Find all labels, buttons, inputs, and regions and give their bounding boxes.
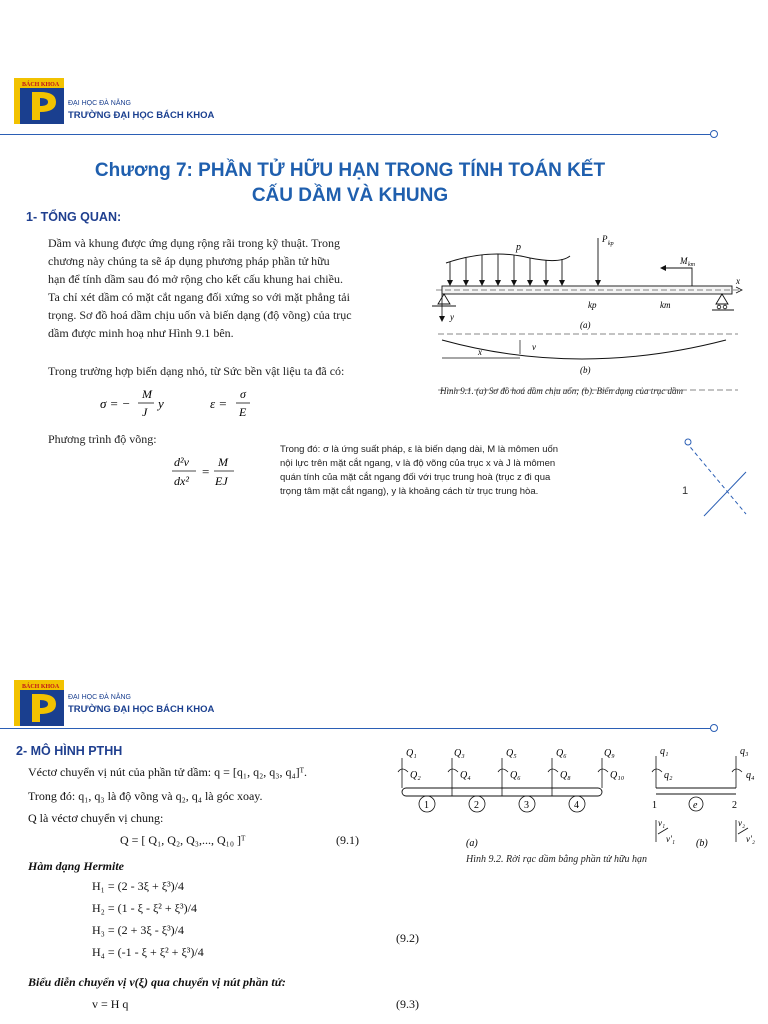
intro-line: dầm được minh hoạ như Hình 9.1 bên. [48,326,234,340]
hermite-h3: H₃ = (2 + 3ξ - ξ³)/4 [92,923,185,937]
chapter-title-line-1: Chương 7: PHẦN TỬ HỮU HẠN TRONG TÍNH TOÁN KẾT [94,160,606,181]
svg-text:M: M [142,387,152,401]
svg-text:M: M [218,455,228,469]
nodal-vector-line: Véctơ chuyển vị nút của phần tử dầm: q = [q₁, q₂, q₃, q₄]ᵀ. [28,765,307,779]
svg-text:q₃: q₃ [740,746,749,757]
equation-9-1: Q = [ Q₁, Q₂, Q₃,..., Q₁₀ ]ᵀ [120,833,246,847]
hermite-h1: H₁ = (2 - 3ξ + ξ³)/4 [92,879,185,893]
intro-paragraph [48,234,410,342]
intro-line: Dầm và khung được ứng dụng rộng rãi trong kỹ thuật. Trong [48,236,340,250]
svg-text:2: 2 [474,800,479,811]
university-parent: ĐẠI HỌC ĐÀ NẴNG [68,100,132,107]
svg-text:v: v [532,342,536,352]
svg-text:BÁCH KHOA: BÁCH KHOA [22,684,60,690]
displacement-heading: Biểu diễn chuyển vị v(ξ) qua chuyển vị nút phần tử: [28,975,286,989]
header-rule [0,728,714,729]
intro-line: Ta chỉ xét dầm có mặt cắt ngang đối xứng so với mặt phẳng tải [48,290,350,304]
hermite-h2: H₂ = (1 - ξ - ξ² + ξ³)/4 [92,901,197,915]
svg-text:v₁: v₁ [658,818,666,828]
svg-text:v₂: v₂ [738,818,746,828]
svg-text:EJ: EJ [215,474,228,488]
svg-text:1: 1 [424,800,429,811]
svg-text:(a): (a) [466,838,478,849]
nodal-meaning-line: Trong đó: q₁, q₃ là độ võng và q₂, q₄ là góc xoay. [28,789,263,803]
svg-text:q₁: q₁ [660,746,669,757]
svg-text:Q₆: Q₆ [510,770,521,781]
svg-text:1: 1 [652,800,657,811]
page-number: 1 [682,485,689,497]
figure-9-1-caption: Hình 9.1. (a) Sơ đồ hoá dầm chịu uốn; (b). Biến dạng của trục dầm [440,386,684,396]
svg-text:d²v: d²v [174,455,189,469]
deflection-equation [170,450,260,494]
svg-text:kp: kp [608,241,614,247]
svg-text:Q₆: Q₆ [556,748,567,759]
university-parent: ĐẠI HỌC ĐÀ NẴNG [68,694,132,701]
svg-text:Q₃: Q₃ [454,748,465,759]
university-logo-icon [14,680,64,726]
deflection-heading: Phương trình độ võng: [48,432,157,446]
svg-text:e: e [693,800,698,811]
explain-line: trọng tâm mặt cắt ngang), y là khoảng cách từ trục trung hòa. [280,486,539,497]
explain-line: nội lực trên mặt cắt ngang, v là độ võng của trục x và J là mômen [280,458,556,469]
equation-9-2-number: (9.2) [396,931,419,945]
svg-text:p: p [516,242,521,253]
chapter-title-line-2: CẤU DẦM VÀ KHUNG [251,185,449,206]
slide-2 [0,670,768,1024]
svg-text:σ = −: σ = − [100,396,131,411]
svg-text:BÁCH KHOA: BÁCH KHOA [22,82,60,88]
figure-9-1-beam-diagram [430,228,750,398]
svg-text:km: km [688,262,695,268]
svg-text:=: = [202,464,210,479]
university-logo-icon [14,78,64,124]
svg-text:σ: σ [240,387,246,401]
svg-text:M: M [680,256,688,266]
decorative-corner-lines [682,438,752,518]
svg-text:v'₂: v'₂ [746,834,756,844]
svg-text:kp: kp [588,300,597,310]
explain-line: quán tính của mặt cắt ngang đối với trục trung hoà (trục z đi qua [280,472,551,483]
global-vector-line: Q là véctơ chuyển vị chung: [28,811,164,825]
svg-text:3: 3 [524,800,529,811]
svg-text:(b): (b) [580,365,591,375]
university-name: TRƯỜNG ĐẠI HỌC BÁCH KHOA [68,704,215,715]
svg-text:km: km [660,300,671,310]
section-heading-fem-model: 2- MÔ HÌNH PTHH [16,744,123,758]
equation-9-3-number: (9.3) [396,997,419,1011]
svg-text:J: J [142,405,148,419]
svg-text:q₄: q₄ [746,770,755,781]
small-strain-text: Trong trường hợp biến dạng nhỏ, từ Sức bền vật liệu ta đã có: [48,364,345,378]
figure-9-2-fem-discretization [396,742,766,852]
hermite-heading: Hàm dạng Hermite [28,859,124,873]
svg-text:Q₁: Q₁ [406,748,417,759]
svg-text:Q₂: Q₂ [410,770,421,781]
slide-1 [0,60,768,580]
header-rule [0,134,714,135]
header-rule-dot [710,130,718,138]
svg-text:Q₄: Q₄ [460,770,471,781]
svg-text:E: E [239,405,247,419]
equation-9-1-number: (9.1) [336,833,359,847]
svg-text:dx²: dx² [174,474,189,488]
intro-line: trọng. Sơ đồ hoá dầm chịu uốn và biến dạng (độ võng) của trục [48,308,352,322]
section-heading-overview: 1- TỔNG QUAN: [26,210,122,224]
header-rule-dot [710,724,718,732]
svg-text:(b): (b) [696,838,708,849]
svg-text:y: y [158,396,164,411]
svg-text:Q₉: Q₉ [604,748,615,759]
svg-text:y: y [450,312,454,322]
hermite-h4: H₄ = (-1 - ξ + ξ² + ξ³)/4 [92,945,204,959]
equation-9-3: v = H q [92,997,129,1011]
intro-line: chương này chúng ta sẽ áp dụng phương pháp phần tử hữu [48,254,330,268]
svg-text:4: 4 [574,800,579,811]
stress-strain-equations [100,382,280,426]
svg-text:Q₁₀: Q₁₀ [610,770,625,781]
figure-9-2-caption: Hình 9.2. Rời rạc dầm bằng phần tử hữu hạn [466,854,647,865]
symbol-explanation [280,443,660,499]
svg-text:x: x [736,276,740,286]
svg-text:2: 2 [732,800,737,811]
svg-text:ε =: ε = [210,396,228,411]
svg-text:Q₅: Q₅ [506,748,517,759]
svg-text:q₂: q₂ [664,770,673,781]
explain-line: Trong đó: σ là ứng suất pháp, ε là biến dạng dài, M là mômen uốn [280,444,559,455]
svg-text:v'₁: v'₁ [666,834,676,844]
svg-text:x: x [478,347,482,357]
intro-line: hạn để tính dầm sau đó mở rộng cho kết cấu khung hai chiều. [48,272,343,286]
university-name: TRƯỜNG ĐẠI HỌC BÁCH KHOA [68,110,215,121]
svg-text:(a): (a) [580,320,591,330]
svg-text:Q₈: Q₈ [560,770,571,781]
svg-text:P: P [602,234,608,244]
